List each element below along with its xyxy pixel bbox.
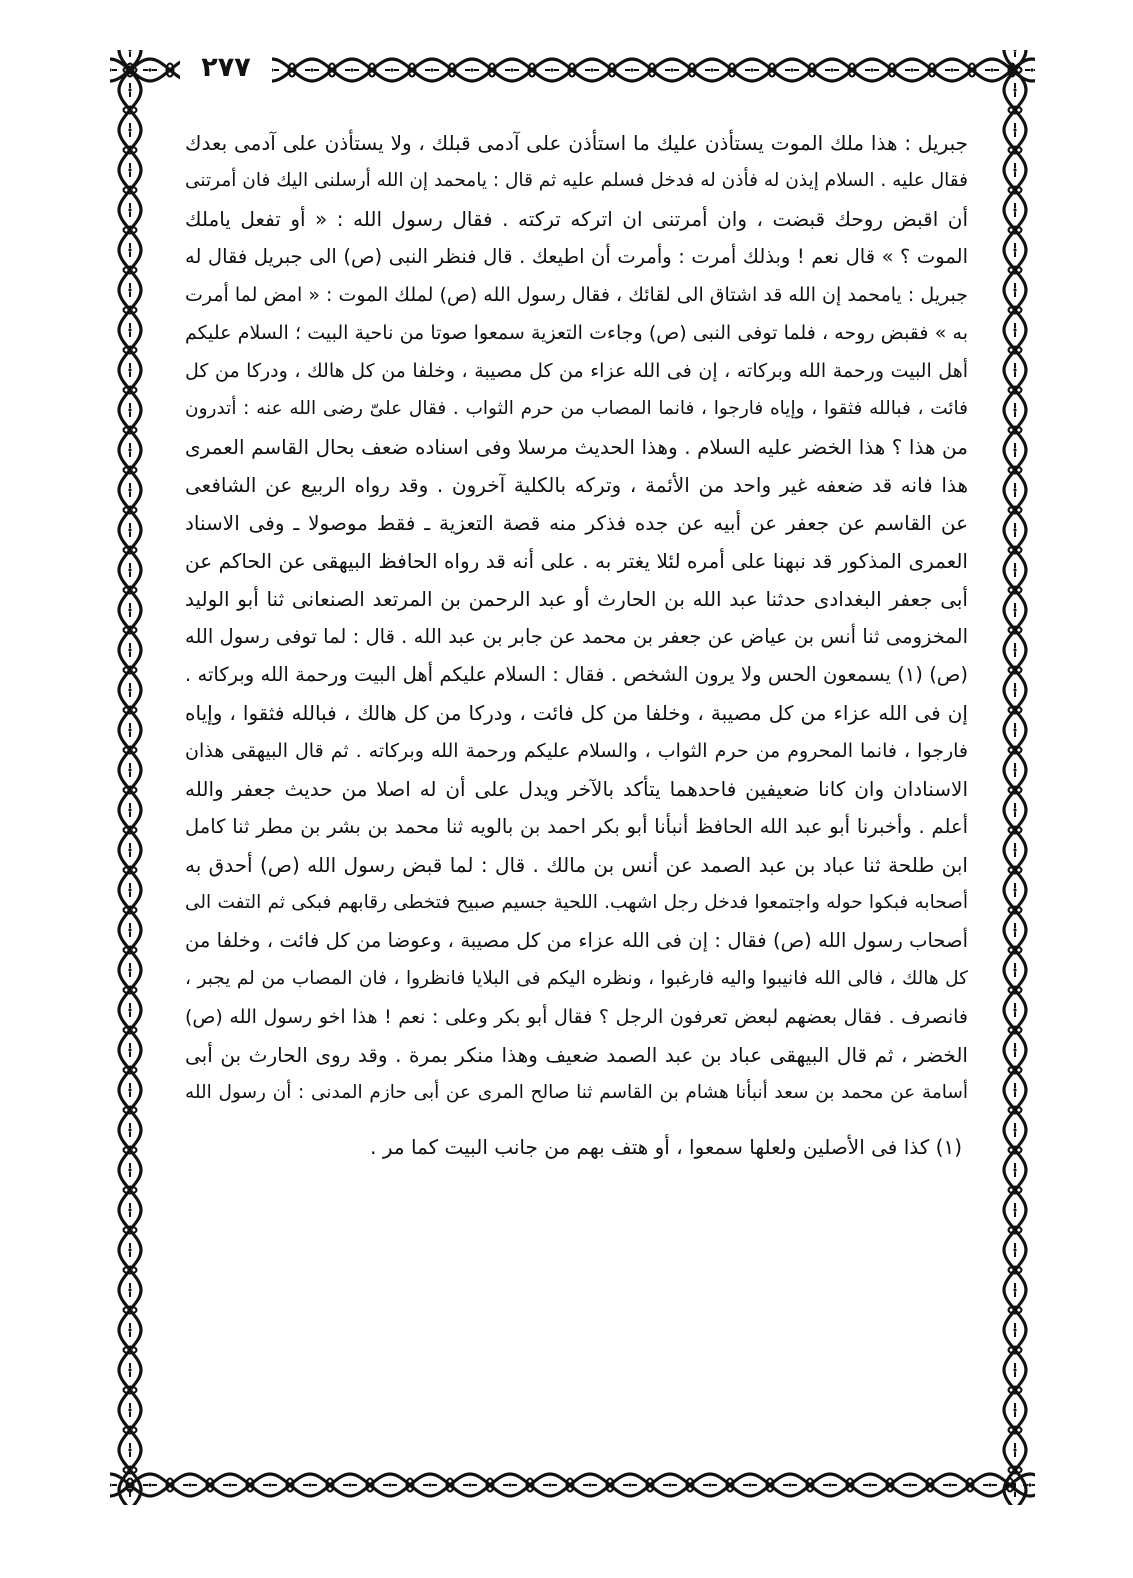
text-line: كل هالك ، فالى الله فانيبوا واليه فارغبوا ، ونظره اليكم فى البلايا فانظروا ، فان المصاب من لم يجبر ، <box>185 968 968 989</box>
text-line: فائت ، فبالله فثقوا ، وإياه فارجوا ، فانما المصاب من حرم الثواب . فقال علىّ رضى الله عنه : أتدرون <box>185 398 968 419</box>
text-line: جبريل : يامحمد إن الله قد اشتاق الى لقائك ، فقال رسول الله (ص) لملك الموت : « امض لما أمرت <box>185 284 968 306</box>
top-border-right <box>272 50 1035 90</box>
text-line: أن اقبض روحك قبضت ، وان أمرتنى ان اتركه تركته . فقال رسول الله : « أو تفعل ياملك <box>185 207 968 231</box>
right-border <box>995 50 1035 1505</box>
text-line: الخضر ، ثم قال البيهقى عباد بن عبد الصمد ضعيف وهذا منكر بمرة . وقد روى الحارث بن أبى <box>185 1043 968 1067</box>
text-line: (ص) (١) يسمعون الحس ولا يرون الشخص . فقال : السلام عليكم أهل البيت ورحمة الله وبركاته . <box>185 663 968 686</box>
top-border-left <box>110 50 180 90</box>
text-line: أسامة عن محمد بن سعد أنبأنا هشام بن القاسم ثنا صالح المرى عن أبى حازم المدنى : أن رسول الله <box>185 1082 968 1103</box>
text-line: أبى جعفر البغدادى حدثنا عبد الله بن الحارث أو عبد الرحمن بن المرتعد الصنعانى ثنا أبو الوليد <box>185 587 968 611</box>
text-line: فانصرف . فقال بعضهم لبعض تعرفون الرجل ؟ فقال أبو بكر وعلى : نعم ! هذا اخو رسول الله (ص) <box>185 1006 968 1028</box>
text-line: به » فقبض روحه ، فلما توفى النبى (ص) وجاءت التعزية سمعوا صوتا من ناحية البيت ؛ السلام عليكم <box>185 322 968 344</box>
text-line: أصحابه فبكوا حوله واجتمعوا فدخل رجل اشهب. اللحية جسيم صبيح فتخطى رقابهم فبكى ثم التفت الى <box>185 892 968 913</box>
text-line: من هذا ؟ هذا الخضر عليه السلام . وهذا الحديث مرسلا وفى اسناده ضعف بحال القاسم العمرى <box>185 435 968 459</box>
text-line: إن فى الله عزاء من كل مصيبة ، وخلفا من كل فائت ، ودركا من كل هالك ، فبالله فثقوا ، وإياه <box>185 701 968 725</box>
page-number: ٢٧٧ <box>201 52 251 83</box>
footnote: (١) كذا فى الأصلين ولعلها سمعوا ، أو هتف بهم من جانب البيت كما مر . <box>370 1135 962 1159</box>
text-line: فقال عليه . السلام إيذن له فأذن له فدخل فسلم عليه ثم قال : يامحمد إن الله أرسلنى اليك فان أمرتنى <box>185 170 968 191</box>
text-line: أهل البيت ورحمة الله وبركاته ، إن فى الله عزاء من كل مصيبة ، وخلفا من كل هالك ، ودركا من كل <box>185 360 968 382</box>
text-line: العمرى المذكور قد نبهنا على أمره لئلا يغتر به . على أنه قد رواه الحافظ البيهقى عن الحاكم عن <box>185 549 968 573</box>
body-text <box>185 124 968 1112</box>
bottom-border <box>110 1465 1035 1505</box>
text-line: فارجوا ، فانما المحروم من حرم الثواب ، والسلام عليكم ورحمة الله وبركاته . ثم قال البيهقى هذان <box>185 740 968 762</box>
text-line: الاسنادان وان كانا ضعيفين فاحدهما يتأكد بالآخر ويدل على أن له اصلا من حديث جعفر والله <box>185 777 968 801</box>
text-line: أعلم . وأخبرنا أبو عبد الله الحافظ أنبأنا أبو بكر احمد بن بالويه ثنا محمد بن بشر بن مطر ثنا كامل <box>185 815 968 838</box>
text-line: أصحاب رسول الله (ص) فقال : إن فى الله عزاء من كل مصيبة ، وعوضا من كل فائت ، وخلفا من <box>185 929 968 952</box>
text-line: عن القاسم عن جعفر عن أبيه عن جده فذكر منه قصة التعزية ـ فقط موصولا ـ وفى الاسناد <box>185 511 968 535</box>
text-line: المخزومى ثنا أنس بن عياض عن جعفر بن محمد عن جابر بن عبد الله . قال : لما توفى رسول الله <box>185 625 968 648</box>
text-line: جبريل : هذا ملك الموت يستأذن عليك ما استأذن على آدمى قبلك ، ولا يستأذن على آدمى بعدك <box>185 131 968 155</box>
text-line: هذا فانه قد ضعفه غير واحد من الأئمة ، وتركه بالكلية آخرون . وقد رواه الربيع عن الشافعى <box>185 473 968 497</box>
text-line: الموت ؟ » قال نعم ! وبذلك أمرت : وأمرت أن اطيعك . قال فنظر النبى (ص) الى جبريل فقال له <box>185 245 968 268</box>
left-border <box>110 50 150 1505</box>
text-line: ابن طلحة ثنا عباد بن عبد الصمد عن أنس بن مالك . قال : لما قبض رسول الله (ص) أحدق به <box>185 853 968 877</box>
